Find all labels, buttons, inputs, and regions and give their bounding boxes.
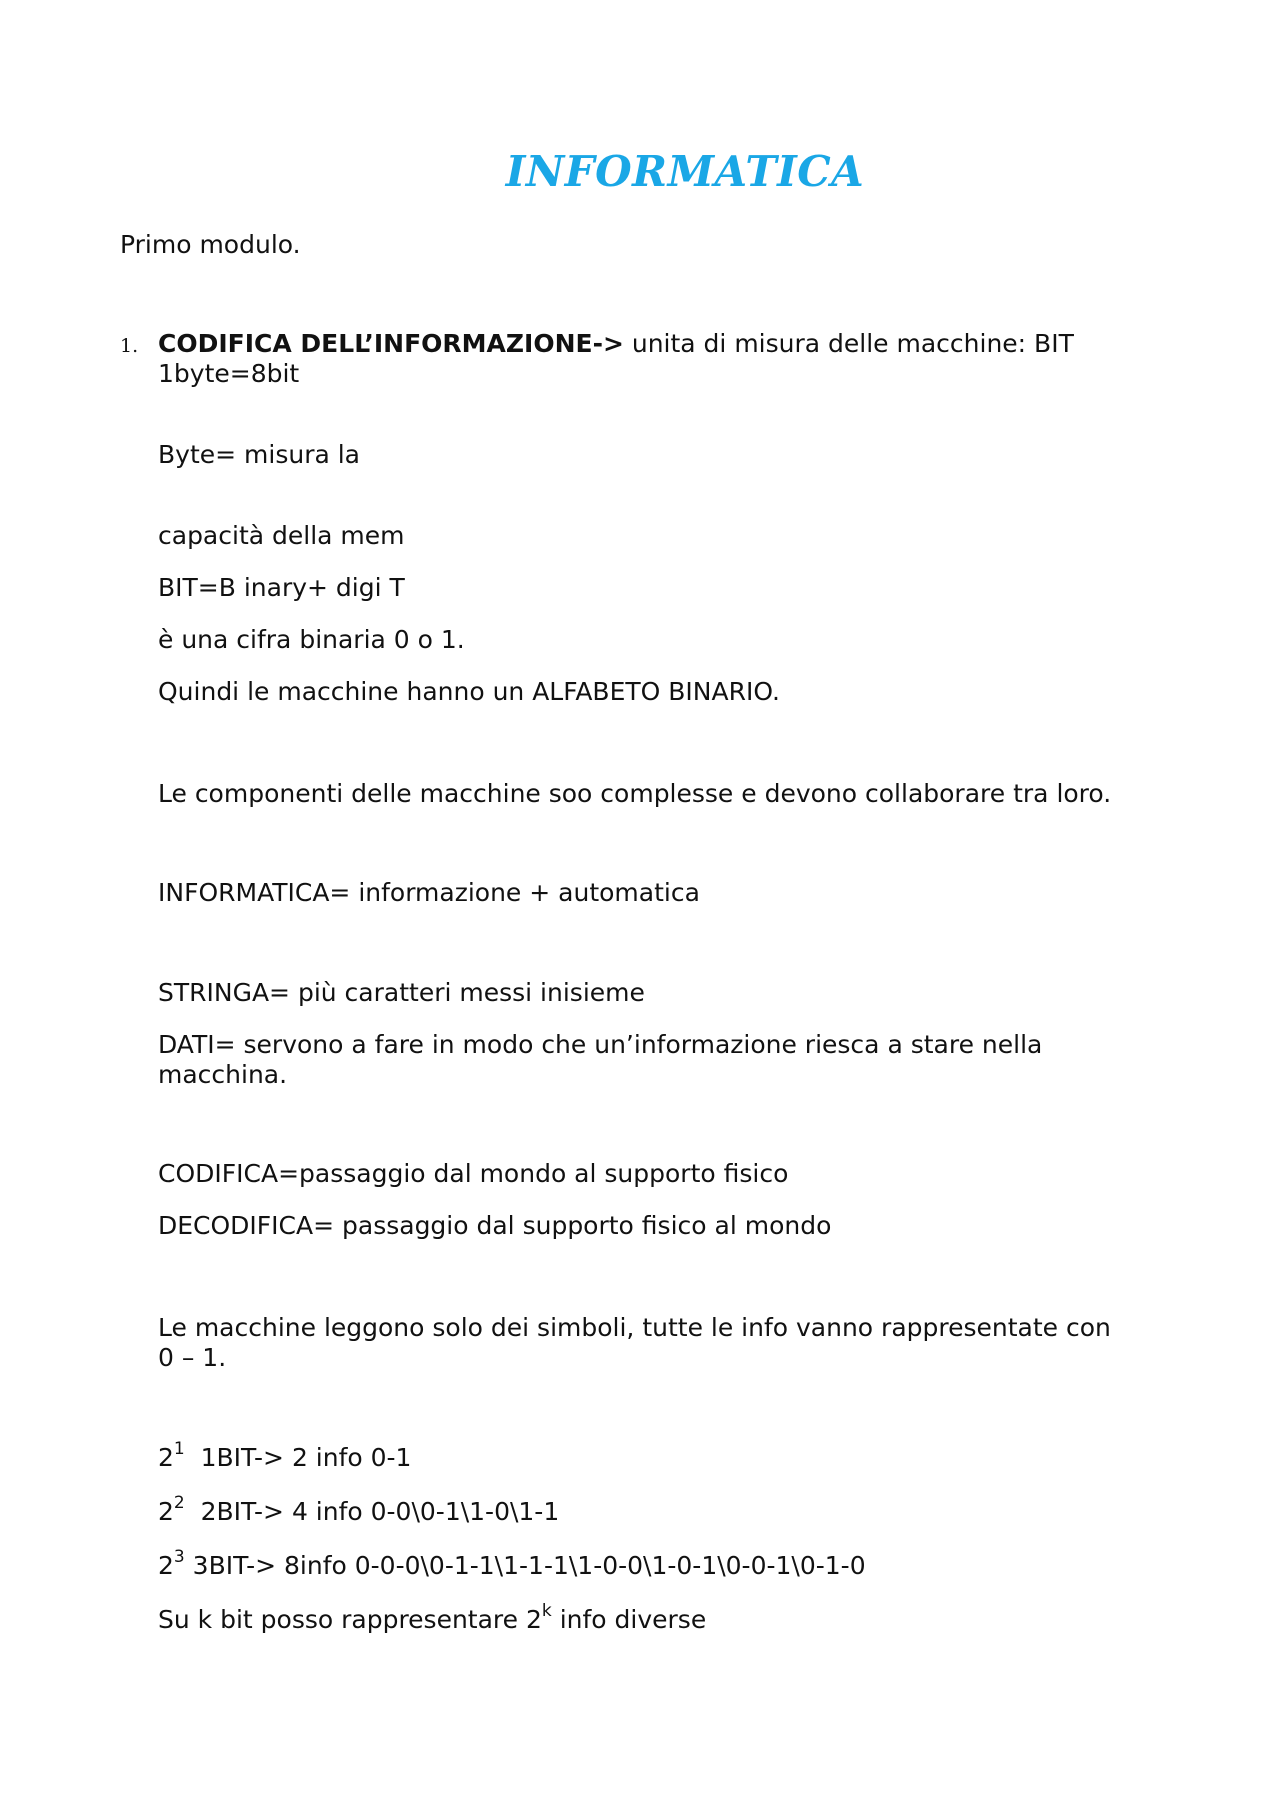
dati-definition-line-1: DATI= servono a fare in modo che un’informazione riesca a stare nella	[158, 1030, 1043, 1059]
stringa-definition: STRINGA= più caratteri messi inisieme	[158, 978, 645, 1007]
decodifica-definition: DECODIFICA= passaggio dal supporto fisico al mondo	[158, 1211, 832, 1240]
power-line-3	[158, 1546, 1158, 1581]
power-text: 2BIT-> 4 info 0-0\0-1\1-0\1-1	[184, 1497, 560, 1526]
symbols-line-1: Le macchine leggono solo dei simboli, tutte le info vanno rappresentate con	[158, 1313, 1111, 1342]
informatica-definition: INFORMATICA= informazione + automatica	[158, 878, 700, 907]
symbols-line-2: 0 – 1.	[158, 1343, 227, 1372]
components-line: Le componenti delle macchine soo complesse e devono collaborare tra loro.	[158, 779, 1112, 808]
byte-definition: 1byte=8bit	[158, 359, 300, 388]
k-bits-exponent: k	[541, 1600, 552, 1621]
bit-definition: BIT=B inary+ digi T	[158, 573, 405, 602]
binary-alphabet-line: Quindi le macchine hanno un ALFABETO BINARIO.	[158, 677, 780, 706]
document-subtitle: Primo modulo.	[120, 230, 301, 259]
power-exponent: 1	[173, 1438, 185, 1459]
power-base: 2	[158, 1551, 174, 1580]
section-heading	[158, 329, 1158, 359]
dati-definition-line-2: macchina.	[158, 1060, 288, 1089]
list-number: 1.	[120, 335, 139, 357]
k-bits-line	[158, 1600, 1158, 1635]
k-bits-after: info diverse	[551, 1605, 707, 1634]
power-text: 1BIT-> 2 info 0-1	[184, 1443, 412, 1472]
section-heading-rest: unita di misura delle macchine: BIT	[623, 329, 1074, 358]
section-heading-bold: CODIFICA DELL’INFORMAZIONE->	[158, 329, 624, 358]
power-line-2	[158, 1492, 1158, 1527]
k-bits-before: Su k bit posso rappresentare 2	[158, 1605, 542, 1634]
byte-measure-line: Byte= misura la	[158, 440, 361, 469]
binary-digit-line: è una cifra binaria 0 o 1.	[158, 625, 465, 654]
power-base: 2	[158, 1497, 174, 1526]
power-line-1	[158, 1438, 1158, 1473]
capacity-line: capacità della mem	[158, 521, 405, 550]
power-exponent: 3	[173, 1546, 185, 1567]
power-text: 3BIT-> 8info 0-0-0\0-1-1\1-1-1\1-0-0\1-0-1\0-0-1\0-1-0	[184, 1551, 866, 1580]
power-exponent: 2	[173, 1492, 185, 1513]
codifica-definition: CODIFICA=passaggio dal mondo al supporto fisico	[158, 1159, 789, 1188]
power-base: 2	[158, 1443, 174, 1472]
document-title: INFORMATICA	[505, 147, 865, 196]
